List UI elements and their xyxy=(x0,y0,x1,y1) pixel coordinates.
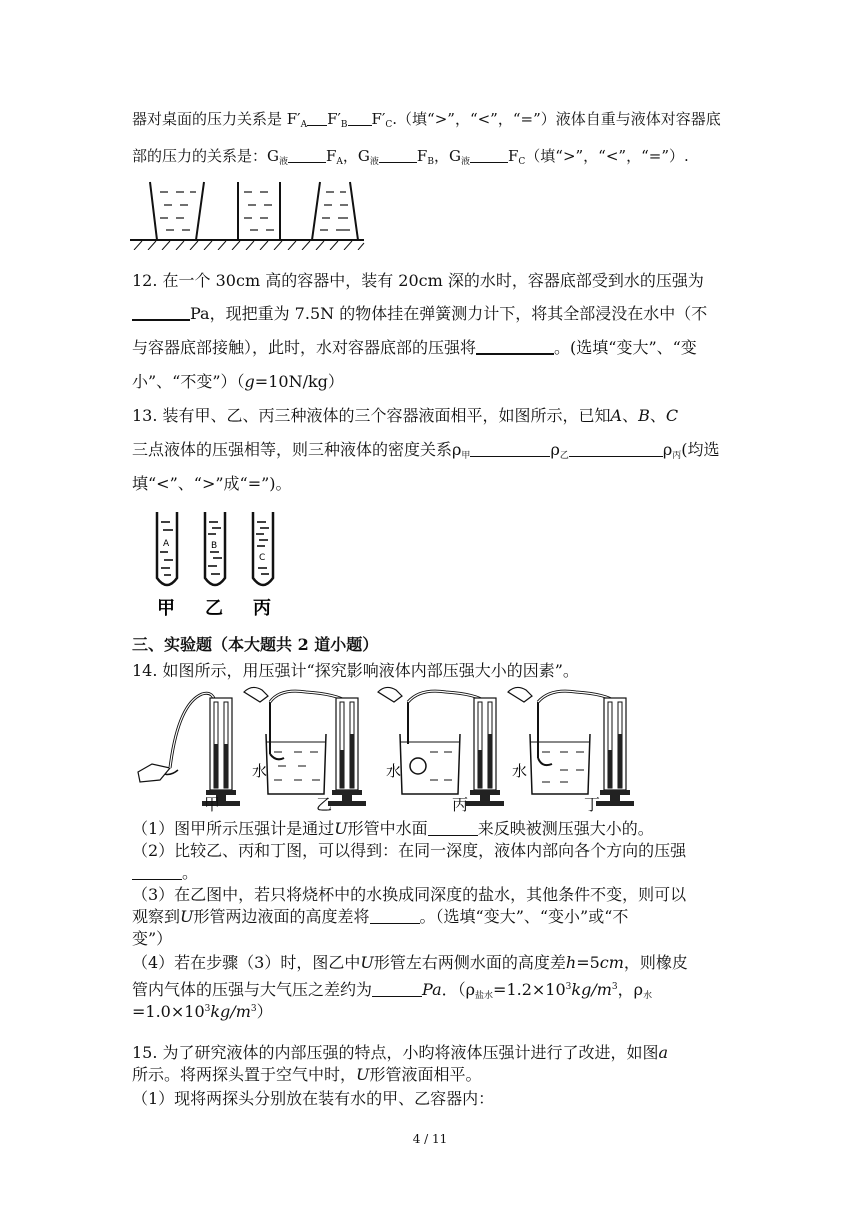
q14-part3-cont: 观察到U形管两边液面的高度差将 。（选填“变大”、“变小”或“不 xyxy=(132,907,629,926)
water-label: 水 xyxy=(386,762,402,780)
q15-line1: 15. 为了研究液体的内部压强的特点，小昀将液体压强计进行了改进，如图a xyxy=(132,1043,669,1062)
q14-part2-cont: 。 xyxy=(132,862,198,884)
fig-label-ding: 丁 xyxy=(584,795,601,814)
point-c-label: C xyxy=(259,553,266,563)
answer-blank[interactable] xyxy=(132,863,182,880)
water-label: 水 xyxy=(252,762,268,780)
setup-jia xyxy=(138,693,240,806)
q15-line2: 所示。将两探头置于空气中时，U形管液面相平。 xyxy=(132,1065,482,1084)
answer-blank[interactable] xyxy=(470,440,550,457)
q14-part2: （2）比较乙、丙和丁图，可以得到：在同一深度，液体内部向各个方向的压强 xyxy=(132,841,687,860)
answer-blank[interactable] xyxy=(348,109,372,126)
q12-line3: 与容器底部接触），此时，水对容器底部的压强将 。(选填“变大”、“变 xyxy=(132,338,697,357)
q14-part4-end: $=1.0\times 10^3kg/m^3$） xyxy=(132,1002,273,1021)
answer-blank[interactable] xyxy=(132,303,190,321)
point-b-label: B xyxy=(211,541,218,551)
q12-line4: 小”、“不变”）（g=10N/kg） xyxy=(132,372,344,391)
q14-part3-end: 变”） xyxy=(132,929,173,948)
q13-test-tubes-figure xyxy=(140,508,290,620)
q14-part3: （3）在乙图中，若只将烧杯中的水换成同深度的盐水，其他条件不变，则可以 xyxy=(132,885,687,904)
answer-blank[interactable] xyxy=(372,980,422,997)
water-label: 水 xyxy=(512,762,528,780)
q11-line1: 器对桌面的压力关系是 $F'_A$ $F'_B$ $F'_C$.（填“>”，“<”，“=”）液体自重与液体对容器底 xyxy=(132,110,721,130)
answer-blank[interactable] xyxy=(569,440,663,457)
tube-label-yi: 乙 xyxy=(205,598,223,619)
q13-line3: 填“<”、“>”成“=”)。 xyxy=(132,474,292,493)
section-heading: 三、实验题（本大题共 2 道小题） xyxy=(132,635,379,654)
q11-containers-figure xyxy=(130,178,370,250)
q14-line1: 14. 如图所示，用压强计“探究影响液体内部压强大小的因素”。 xyxy=(132,661,579,680)
q11-line2: 部的压力的关系是：$G_液$ $F_A$，$G_液$ $F_B$，$G_液$ $F_C$（填“>”，“<”，“=”）. xyxy=(132,147,689,167)
fig-label-yi: 乙 xyxy=(316,795,333,814)
setup-bing xyxy=(378,687,504,806)
q12-line2: Pa，现把重为 7.5N 的物体挂在弹簧测力计下，将其全部浸没在水中（不 xyxy=(132,303,707,325)
point-a-label: A xyxy=(163,539,170,549)
q12-line1: 12. 在一个 30cm 高的容器中，装有 20cm 深的水时，容器底部受到水的压强为 xyxy=(132,271,704,290)
q15-line3: （1）现将两探头分别放在装有水的甲、乙容器内： xyxy=(132,1089,495,1108)
answer-blank[interactable] xyxy=(470,146,508,163)
fig-label-bing: 丙 xyxy=(452,795,469,814)
q14-part4-cont: 管内气体的压强与大气压之差约为 Pa．（$\rho_{盐水}=1.2\times 10^3kg/m^3$，$\rho_水$ xyxy=(132,980,653,1001)
answer-blank[interactable] xyxy=(476,337,554,355)
answer-blank[interactable] xyxy=(288,146,326,163)
answer-blank[interactable] xyxy=(307,109,327,126)
setup-yi xyxy=(244,687,366,806)
q13-line1: 13. 装有甲、乙、丙三种液体的三个容器液面相平，如图所示，已知A、B、C xyxy=(132,406,679,425)
setup-ding xyxy=(508,687,634,806)
tube-label-bing: 丙 xyxy=(253,598,271,619)
page-number: 4 / 11 xyxy=(412,1132,448,1146)
fig-label-jia: 甲 xyxy=(204,795,221,814)
answer-blank[interactable] xyxy=(428,819,478,836)
q13-line2: 三点液体的压强相等，则三种液体的密度关系$\rho_甲$ $\rho_乙$ $\rho_丙$(均选 xyxy=(132,440,720,461)
answer-blank[interactable] xyxy=(370,907,420,924)
q14-part4: （4）若在步骤（3）时，图乙中U形管左右两侧水面的高度差h=5cm，则橡皮 xyxy=(132,953,688,972)
tube-label-jia: 甲 xyxy=(157,598,175,619)
q14-part1: （1）图甲所示压强计是通过U形管中水面 来反映被测压强大小的。 xyxy=(132,819,654,838)
answer-blank[interactable] xyxy=(379,146,417,163)
